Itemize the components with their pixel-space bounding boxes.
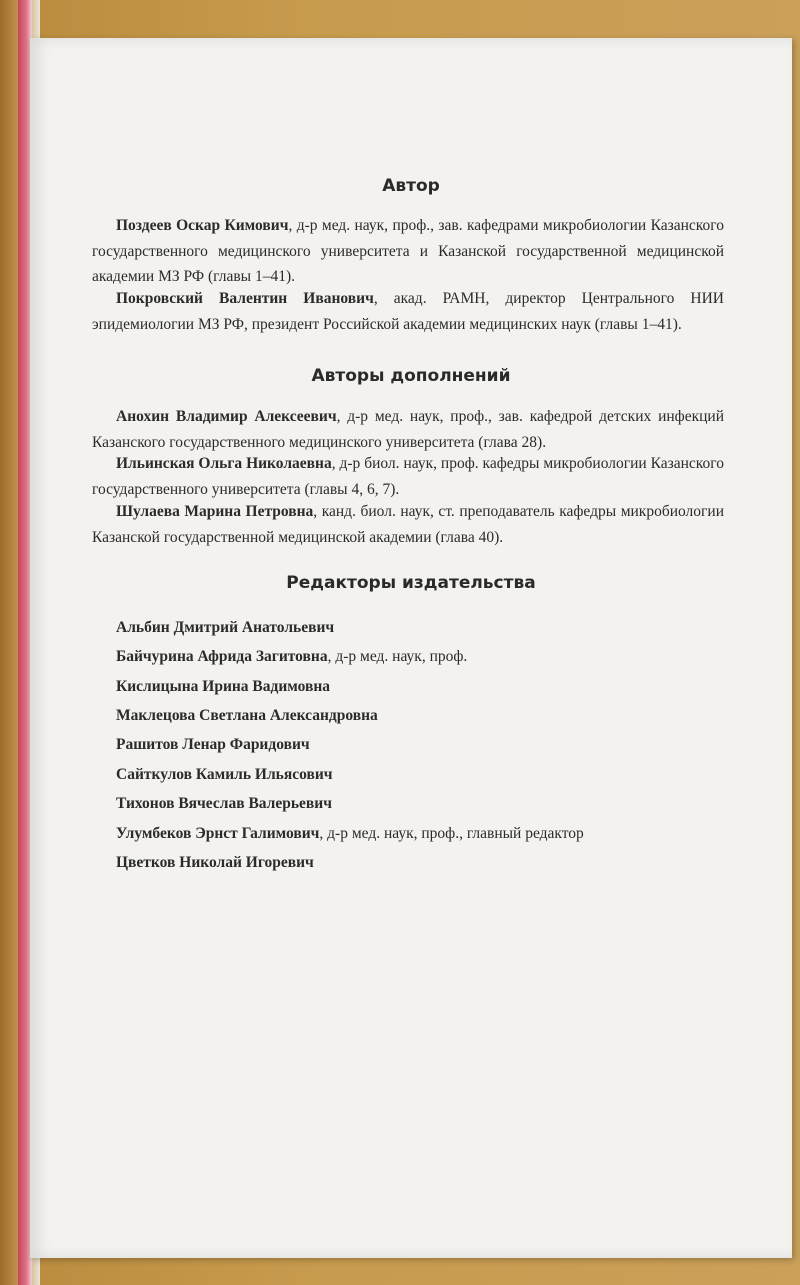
editor-entry: Альбин Дмитрий Анатольевич xyxy=(116,619,335,636)
editor-entry: Тихонов Вячеслав Валерьевич xyxy=(116,795,332,812)
author-entry-1 xyxy=(92,213,724,290)
author-desc: , д-р мед. наук, проф., зав. кафедрами микробиологии Казанского государственного медицинского университета и Казанской государственной медицинской академии МЗ РФ (главы 1–41). xyxy=(92,217,724,285)
heading-author: Автор xyxy=(382,176,440,196)
supplement-author-entry-3 xyxy=(92,499,724,550)
author-name: Поздеев Оскар Кимович xyxy=(116,217,289,234)
supplement-author-entry-1 xyxy=(92,404,724,455)
editor-entry: Цветков Николай Игоревич xyxy=(116,854,314,871)
author-desc: , д-р биол. наук, проф. кафедры микробиологии Казанского государственного университета (главы 4, 6, 7). xyxy=(92,455,724,498)
author-desc: , д-р мед. наук, проф., зав. кафедрой детских инфекций Казанского государственного медицинского университета (глава 28). xyxy=(92,408,724,451)
supplement-author-entry-2 xyxy=(92,451,724,502)
editor-entry: Байчурина Африда Загитовна, д-р мед. наук, проф. xyxy=(116,648,468,665)
editor-entry: Рашитов Ленар Фаридович xyxy=(116,736,310,753)
book-page xyxy=(30,38,792,1258)
editor-entry: Кислицына Ирина Вадимовна xyxy=(116,678,331,695)
author-name: Ильинская Ольга Николаевна xyxy=(116,455,332,472)
editor-entry: Маклецова Светлана Александровна xyxy=(116,707,378,724)
author-entry-2 xyxy=(92,286,724,337)
author-name: Покровский Валентин Иванович xyxy=(116,290,374,307)
author-name: Анохин Владимир Алексеевич xyxy=(116,408,337,425)
editor-entry: Сайткулов Камиль Ильясович xyxy=(116,766,333,783)
heading-supplement-authors: Авторы дополнений xyxy=(311,366,511,386)
author-desc: , акад. РАМН, директор Центрального НИИ эпидемиологии МЗ РФ, президент Российской академии медицинских наук (главы 1–41). xyxy=(92,290,724,333)
editor-entry: Улумбеков Эрнст Галимович, д-р мед. наук, проф., главный редактор xyxy=(116,825,584,842)
author-desc: , канд. биол. наук, ст. преподаватель кафедры микробиологии Казанской государственной медицинской академии (глава 40). xyxy=(92,503,724,546)
author-name: Шулаева Марина Петровна xyxy=(116,503,314,520)
heading-editors: Редакторы издательства xyxy=(286,573,536,593)
